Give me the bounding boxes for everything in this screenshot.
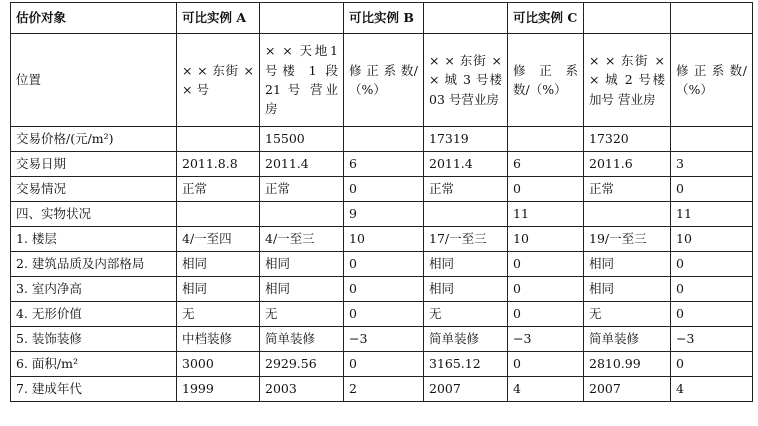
cell-coefficient-a: 0 [344,252,424,277]
cell-comparable-a: 相同 [260,277,344,302]
cell-subject: 1999 [177,377,260,402]
cell-coefficient-a: 10 [344,227,424,252]
header-blank-c2 [671,3,753,34]
location-row [11,34,753,127]
table-row [11,227,753,252]
cell-coefficient-b: −3 [508,327,584,352]
cell-comparable-a: 无 [260,302,344,327]
cell-coefficient-c: 10 [671,227,753,252]
location-coefficient-b: 修 正 系 数/（%） [508,34,584,127]
header-blank-a [260,3,344,34]
cell-coefficient-c: 3 [671,152,753,177]
cell-label: 5. 装饰装修 [11,327,177,352]
cell-comparable-a [260,202,344,227]
cell-comparable-c: 简单装修 [584,327,671,352]
header-blank-c [584,3,671,34]
table-row [11,177,753,202]
appraisal-comparison-table [10,2,753,402]
table-row [11,202,753,227]
cell-coefficient-c [671,127,753,152]
cell-coefficient-c: 0 [671,352,753,377]
cell-label: 7. 建成年代 [11,377,177,402]
cell-subject: 中档装修 [177,327,260,352]
cell-comparable-a: 简单装修 [260,327,344,352]
cell-comparable-c: 2011.6 [584,152,671,177]
cell-comparable-c: 2007 [584,377,671,402]
cell-comparable-a: 2929.56 [260,352,344,377]
cell-coefficient-b: 0 [508,252,584,277]
cell-comparable-c [584,202,671,227]
cell-comparable-a: 4/一至三 [260,227,344,252]
table-row [11,327,753,352]
cell-comparable-b [424,202,508,227]
cell-coefficient-a: 0 [344,177,424,202]
header-subject: 估价对象 [11,3,177,34]
cell-comparable-c: 2810.99 [584,352,671,377]
cell-comparable-b: 17/一至三 [424,227,508,252]
cell-coefficient-a: 0 [344,302,424,327]
table-row [11,302,753,327]
cell-coefficient-c: −3 [671,327,753,352]
cell-label: 1. 楼层 [11,227,177,252]
cell-coefficient-c: 0 [671,252,753,277]
cell-comparable-b: 相同 [424,252,508,277]
cell-label: 交易情况 [11,177,177,202]
location-label: 位置 [11,34,177,127]
table-row [11,127,753,152]
cell-label: 4. 无形价值 [11,302,177,327]
cell-comparable-a: 2011.4 [260,152,344,177]
table-row [11,152,753,177]
cell-comparable-b: 无 [424,302,508,327]
header-comparable-a: 可比实例 A [177,3,260,34]
cell-coefficient-a: 0 [344,277,424,302]
cell-coefficient-b: 10 [508,227,584,252]
header-blank-b [424,3,508,34]
cell-comparable-a: 正常 [260,177,344,202]
cell-coefficient-a: 0 [344,352,424,377]
cell-coefficient-b: 0 [508,352,584,377]
location-coefficient-a: 修 正 系 数/（%） [344,34,424,127]
cell-comparable-b: 2007 [424,377,508,402]
cell-comparable-c: 19/一至三 [584,227,671,252]
cell-label: 6. 面积/m² [11,352,177,377]
location-subject: × × 东街 × × 号 [177,34,260,127]
cell-subject: 3000 [177,352,260,377]
cell-comparable-a: 2003 [260,377,344,402]
header-row [11,3,753,34]
cell-comparable-b: 简单装修 [424,327,508,352]
cell-coefficient-b: 0 [508,177,584,202]
location-coefficient-c: 修 正 系 数/（%） [671,34,753,127]
cell-comparable-c: 正常 [584,177,671,202]
location-comparable-b: × × 东街 × × 城 3 号楼03 号营业房 [424,34,508,127]
cell-coefficient-a: 9 [344,202,424,227]
cell-comparable-b: 3165.12 [424,352,508,377]
cell-coefficient-b: 0 [508,277,584,302]
header-comparable-b: 可比实例 B [344,3,424,34]
table-row [11,377,753,402]
cell-subject: 正常 [177,177,260,202]
cell-subject: 2011.8.8 [177,152,260,177]
cell-subject: 相同 [177,252,260,277]
cell-coefficient-c: 0 [671,302,753,327]
cell-comparable-c: 相同 [584,277,671,302]
location-comparable-a: × × 天地1号楼 1 段 21 号 营业房 [260,34,344,127]
cell-coefficient-b: 6 [508,152,584,177]
location-comparable-c: × × 东街 × × 城 2 号楼加号 营业房 [584,34,671,127]
cell-coefficient-a: −3 [344,327,424,352]
table-row [11,252,753,277]
cell-subject: 无 [177,302,260,327]
table-row [11,352,753,377]
cell-coefficient-c: 0 [671,177,753,202]
cell-label: 交易价格/(元/m²) [11,127,177,152]
cell-label: 3. 室内净高 [11,277,177,302]
cell-coefficient-b: 0 [508,302,584,327]
cell-coefficient-a: 6 [344,152,424,177]
cell-comparable-c: 无 [584,302,671,327]
cell-comparable-b: 相同 [424,277,508,302]
cell-coefficient-a: 2 [344,377,424,402]
cell-comparable-c: 相同 [584,252,671,277]
cell-comparable-a: 相同 [260,252,344,277]
cell-subject [177,127,260,152]
cell-coefficient-b: 4 [508,377,584,402]
cell-coefficient-c: 4 [671,377,753,402]
cell-subject: 4/一至四 [177,227,260,252]
cell-label: 交易日期 [11,152,177,177]
cell-coefficient-c: 11 [671,202,753,227]
cell-comparable-b: 2011.4 [424,152,508,177]
table-row [11,277,753,302]
cell-coefficient-b [508,127,584,152]
cell-comparable-c: 17320 [584,127,671,152]
cell-coefficient-a [344,127,424,152]
cell-comparable-a: 15500 [260,127,344,152]
cell-label: 2. 建筑品质及内部格局 [11,252,177,277]
cell-comparable-b: 正常 [424,177,508,202]
cell-coefficient-c: 0 [671,277,753,302]
cell-subject [177,202,260,227]
cell-coefficient-b: 11 [508,202,584,227]
cell-subject: 相同 [177,277,260,302]
cell-comparable-b: 17319 [424,127,508,152]
cell-label: 四、实物状况 [11,202,177,227]
header-comparable-c: 可比实例 C [508,3,584,34]
